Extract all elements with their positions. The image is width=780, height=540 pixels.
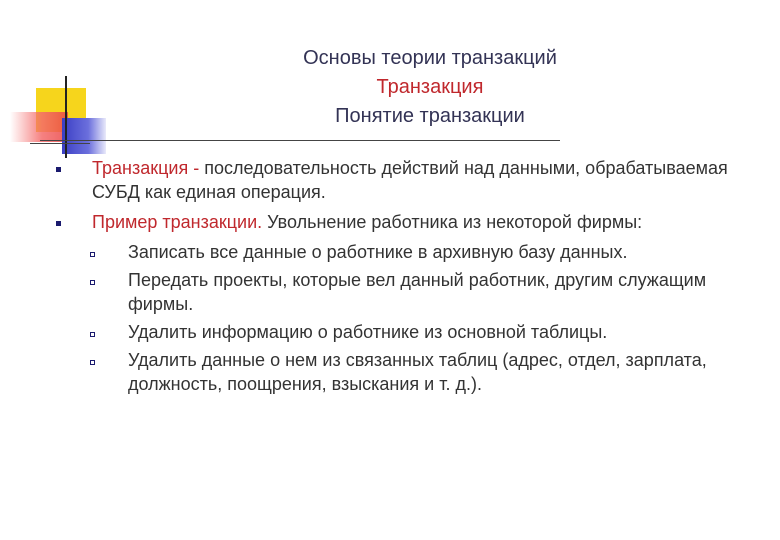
hollow-square-bullet-icon xyxy=(90,332,95,337)
list-item-text: Удалить информацию о работнике из основной таблицы. xyxy=(128,322,608,342)
slide-content xyxy=(52,156,742,400)
decorative-vertical-line xyxy=(65,76,67,158)
list-item-text: Записать все данные о работнике в архивную базу данных. xyxy=(128,242,628,262)
list-item xyxy=(128,348,742,396)
square-bullet-icon xyxy=(56,221,61,226)
bullet-text: последовательность действий над данными, обрабатываемая СУБД как единая операция. xyxy=(92,158,728,202)
bullet-term: Транзакция - xyxy=(92,158,200,178)
decorative-red-gradient-bar xyxy=(10,112,68,142)
slide-title xyxy=(230,44,630,131)
bullet-example xyxy=(52,210,742,234)
list-item-text: Удалить данные о нем из связанных таблиц (адрес, отдел, зарплата, должность, поощрения, взыскания и т. д.). xyxy=(128,350,707,394)
title-subtopic: Понятие транзакции xyxy=(335,105,525,127)
list-item xyxy=(128,240,742,264)
list-item xyxy=(128,320,742,344)
decorative-blue-gradient-square xyxy=(62,118,106,154)
bullet-text: Увольнение работника из некоторой фирмы: xyxy=(262,212,643,232)
decorative-short-line xyxy=(30,143,90,144)
title-underline xyxy=(40,140,560,141)
list-item-text: Передать проекты, которые вел данный работник, другим служащим фирмы. xyxy=(128,270,707,314)
hollow-square-bullet-icon xyxy=(90,252,95,257)
title-course: Основы теории транзакций xyxy=(303,47,557,69)
example-steps-list xyxy=(52,240,742,396)
bullet-term: Пример транзакции. xyxy=(92,212,263,232)
title-topic: Транзакция xyxy=(376,76,484,98)
bullet-definition xyxy=(52,156,742,204)
square-bullet-icon xyxy=(56,167,61,172)
hollow-square-bullet-icon xyxy=(90,360,95,365)
hollow-square-bullet-icon xyxy=(90,280,95,285)
list-item xyxy=(128,268,742,316)
